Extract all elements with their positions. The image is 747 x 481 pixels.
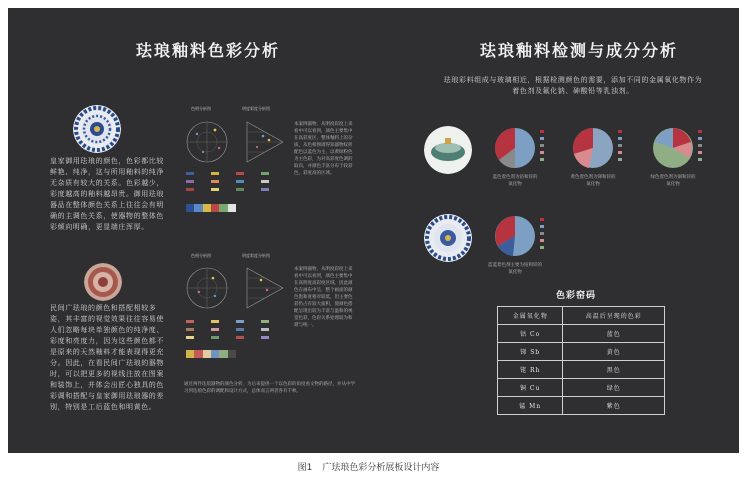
pie4-caption: 蓝蓝着色剂主要为钴和锌的氧化物 <box>488 263 542 275</box>
color-chips-2 <box>186 320 286 342</box>
table-header-color: 高温后呈现的色彩 <box>563 307 665 325</box>
pie-legend-1 <box>540 130 546 164</box>
right-title: 珐琅釉料检测与成分分析 <box>480 41 679 60</box>
table-cell-oxide: 锰 Mn <box>498 397 563 415</box>
color-code-table <box>497 306 665 415</box>
pie2-caption: 黄色着色剂为锑和锌的氧化物 <box>570 175 616 187</box>
pie-chart-blue <box>493 126 537 170</box>
lightness-chart-label-2: 明度彩度分析图 <box>242 253 270 258</box>
exhibit-board <box>8 8 739 453</box>
left-intro-text: 皇家御用珐琅的颜色，色彩都比较鲜艳、纯净，这与所用釉料的纯净无杂质有较大的关系。色彩越少，彩度越高的釉料越昂贵。御用珐琅器品在整体颜色关系上往往会有明确的主调色关系，使器物的整体色彩倾向明确，更显端庄浑厚。 <box>50 157 164 231</box>
table-cell-oxide: 铑 Rh <box>498 361 563 379</box>
table-cell-color: 黑色 <box>563 361 665 379</box>
blue-plate-image-2 <box>424 214 472 262</box>
lightness-chart-label-1: 明度彩度分析图 <box>242 106 270 111</box>
table-cell-color: 黄色 <box>563 343 665 361</box>
pie-chart-green <box>651 126 695 170</box>
table-row <box>498 397 665 415</box>
blue-plate-art-2 <box>424 214 472 262</box>
left-title: 珐琅釉料色彩分析 <box>136 41 281 60</box>
hue-chart-label-2: 色相分析图 <box>191 253 211 258</box>
table-cell-color: 蓝色 <box>563 325 665 343</box>
pie-legend-4 <box>540 218 546 252</box>
left-bottom-note: 通过两件珐琅器物的颜色分析，为后来提供一个以色彩的角度看文物的路径，并从中学习到珐琅色彩的调配和设计方式，总体而言两者各有千秋。 <box>184 382 355 394</box>
table-cell-oxide: 铜 Cu <box>498 379 563 397</box>
pie-legend-2 <box>618 130 624 164</box>
table-row <box>498 361 665 379</box>
blue-plate-image <box>73 105 121 153</box>
blue-plate-art <box>73 105 121 153</box>
pie1-caption: 蓝色着色剂为钴和锌的氧化物 <box>492 175 538 187</box>
hue-chart-label-1: 色相分析图 <box>191 106 211 111</box>
table-cell-color: 绿色 <box>563 379 665 397</box>
palette-bar-2 <box>186 350 236 358</box>
table-cell-color: 紫色 <box>563 397 665 415</box>
pie3-caption: 绿色着色剂为铜和锌的氧化物 <box>650 175 696 187</box>
pie-chart-blue-2 <box>493 214 537 258</box>
table-row <box>498 343 665 361</box>
chart1-description: 本案例器物，从明度彩度上来看中可以看到，颜色主要集中在高彩度区，整体釉料上的杂质，从色相图谱得知器物纹样配色以蓝色为主，以黄绿粉色为主色彩，为对高彩度色调的取向，并颜色丰富分布于较彩色、彩度高的区域。 <box>294 122 353 176</box>
hue-wheel-1 <box>185 120 229 164</box>
table-header-row <box>498 307 665 325</box>
table-header-oxide: 金属氧化物 <box>498 307 563 325</box>
palette-bar-1 <box>186 204 236 212</box>
right-intro-text: 珐琅彩料组成与玻璃相近，根据检测颜色的需要，添加不同的金属氧化物作为着色剂及氟化钠、砷酸铅等乳浊剂。 <box>443 76 703 95</box>
color-chips-1 <box>186 172 286 194</box>
figure-caption <box>0 460 747 473</box>
chart2-description: 本案例器物，从明度彩度上来看中可以看到，颜色主要集中在高明度高彩度区域。因此颜色在画布中呈，整个画面的颜色饱和度相对较低，但主要色彩仍占有较大面积，使颜色搭配呈现出较为丰富与温和的视觉色彩，色彩关系处理较为和谐与统一。 <box>294 267 353 328</box>
hue-wheel-2 <box>185 266 229 310</box>
shell-dish-image <box>84 263 122 301</box>
table-row <box>498 325 665 343</box>
lightness-chart-1 <box>243 120 287 164</box>
table-cell-oxide: 钴 Co <box>498 325 563 343</box>
censer-image <box>424 126 472 174</box>
table-cell-oxide: 锑 Sb <box>498 343 563 361</box>
shell-dish-art <box>84 263 122 301</box>
pie-legend-3 <box>698 130 704 164</box>
pie-chart-yellow <box>571 126 615 170</box>
left-folk-text: 民间广珐琅的颜色和搭配相较多姿，其丰富的视觉效果往往容易使人们忽略每块单独颜色的纯净度、彩度和亮度力，因为这些颜色都不是原来的天然釉料才能表现得更充分。因此，在看民间广珐琅的器物时，可以把更多的视线注放在图案和装饰上，并体会出匠心独具的色彩调和搭配与皇家御用珐琅器的差别，特别是工后蓝色和明黄色。 <box>50 304 164 411</box>
table-title: 色彩窑码 <box>556 291 597 301</box>
figure-caption-text: 广珐琅色彩分析展板设计内容 <box>322 463 440 473</box>
table-row <box>498 379 665 397</box>
figure-number: 图1 <box>297 463 313 473</box>
lightness-chart-2 <box>243 266 287 310</box>
censer-art <box>424 126 472 174</box>
